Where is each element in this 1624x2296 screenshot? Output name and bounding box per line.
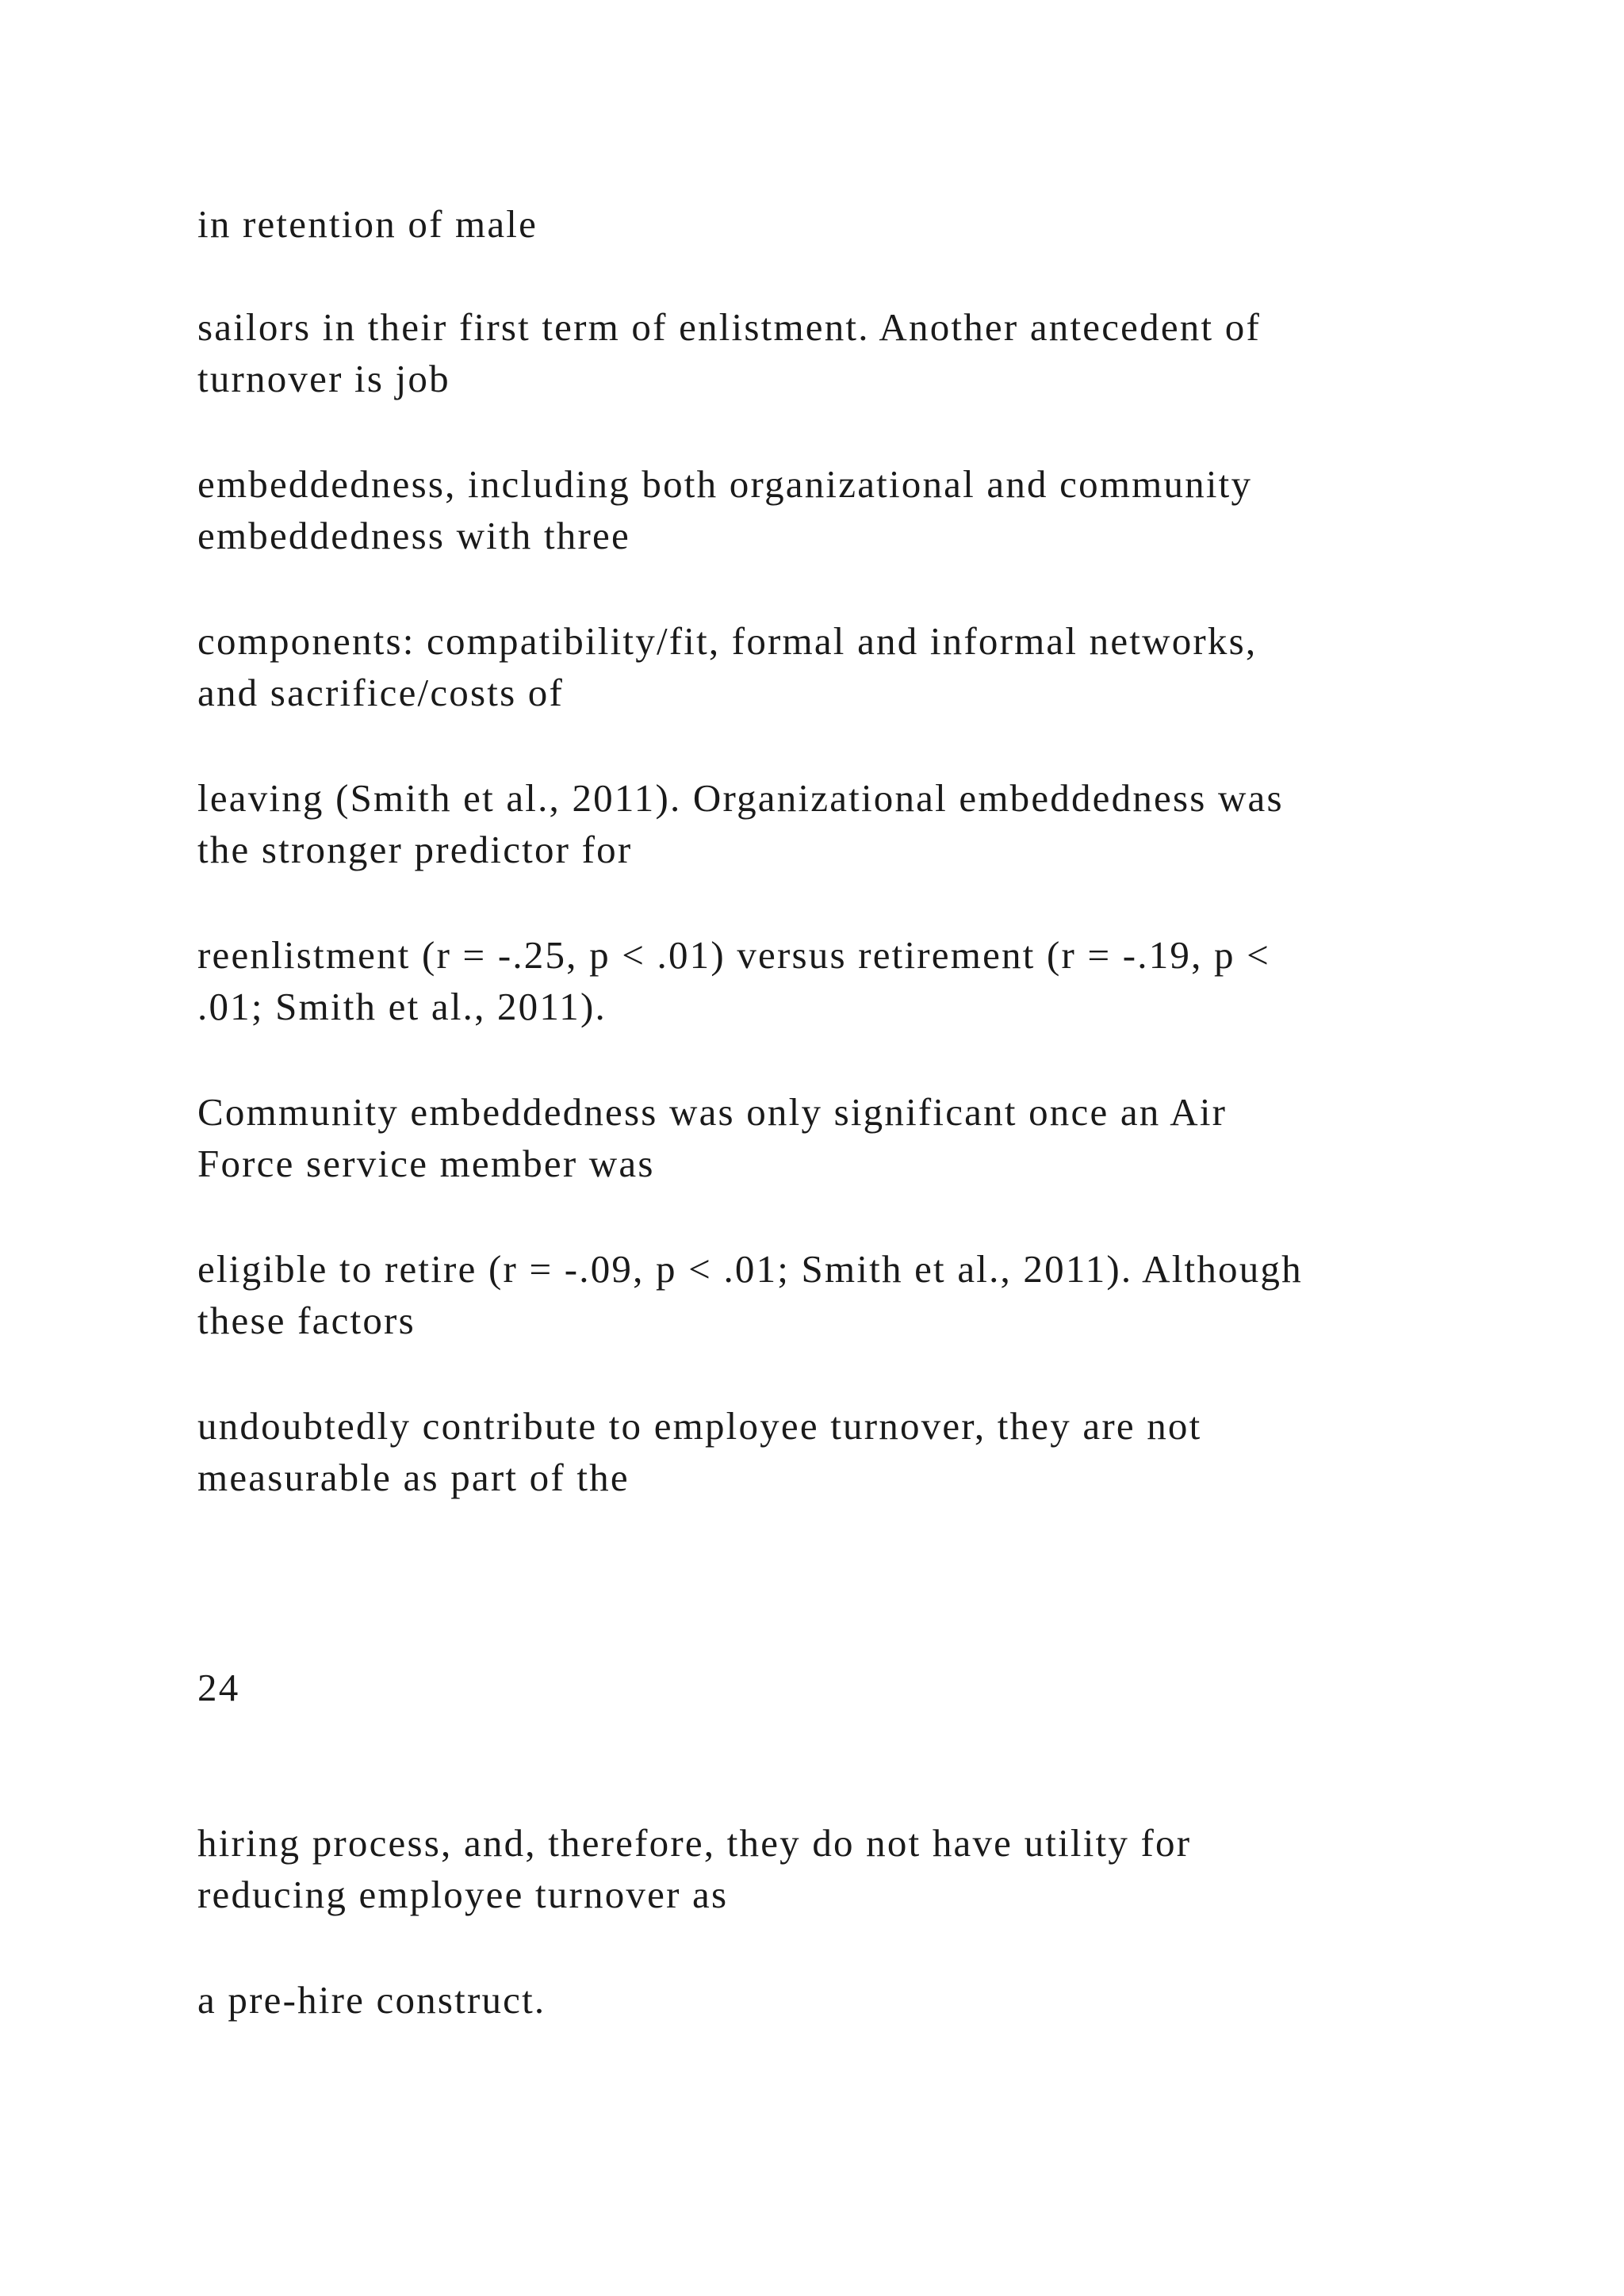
paragraph-10: hiring process, and, therefore, they do not have utility for reducing employee turnover as	[197, 1821, 1192, 1916]
paragraph-11: a pre-hire construct.	[197, 1978, 546, 2022]
paragraph-7: Community embeddedness was only significant once an Air Force service member was	[197, 1090, 1228, 1185]
paragraph-6: reenlistment (r = -.25, p < .01) versus retirement (r = -.19, p < .01; Smith et al., 2011).	[197, 933, 1270, 1028]
paragraph-9: undoubtedly contribute to employee turnover, they are not measurable as part of the	[197, 1404, 1202, 1499]
paragraph-1: in retention of male	[197, 202, 538, 246]
paragraph-8: eligible to retire (r = -.09, p < .01; Smith et al., 2011). Although these factors	[197, 1247, 1303, 1342]
page-number: 24	[197, 1666, 240, 1709]
paragraph-5: leaving (Smith et al., 2011). Organizational embeddedness was the stronger predictor for	[197, 776, 1284, 871]
paragraph-4: components: compatibility/fit, formal and informal networks, and sacrifice/costs of	[197, 619, 1258, 714]
paragraph-2: sailors in their first term of enlistment. Another antecedent of turnover is job	[197, 305, 1261, 400]
paragraph-3: embeddedness, including both organizational and community embeddedness with three	[197, 462, 1253, 557]
